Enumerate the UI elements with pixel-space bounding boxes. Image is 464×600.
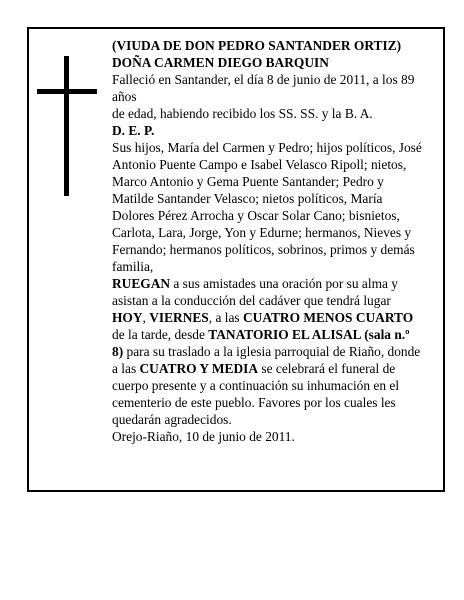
ceremony-paragraph: [112, 275, 424, 428]
ceremony-text-3: de la tarde, desde: [112, 327, 209, 342]
funeral-home: TANATORIO EL ALISAL (sala n.º 8): [112, 327, 410, 359]
family-paragraph: Sus hijos, María del Carmen y Pedro; hijos políticos, José Antonio Puente Campo e Isabel Velasco Ripoll; nietos, Marco Antonio y Gema Puente Santander; Pedro y Matilde Santander Velasco; nietos políticos, María Dolores Pérez Arrocha y Oscar Solar Cano; bisnietos, Carlota, Lara, Jorge, Yon y Edurne; hermanos, Nieves y Fernando; hermanos políticos, sobrinos, primos y demás familia,: [112, 140, 422, 274]
ruegan-word: RUEGAN: [112, 276, 171, 291]
cross-horizontal-bar: [37, 89, 97, 94]
death-info-line-1: Falleció en Santander, el día 8 de junio de 2011, a los 89 años: [112, 72, 415, 104]
widow-of-line: (VIUDA DE DON PEDRO SANTANDER ORTIZ): [112, 38, 402, 53]
deceased-name: DOÑA CARMEN DIEGO BARQUIN: [112, 55, 329, 70]
viernes-word: VIERNES: [149, 310, 209, 325]
ceremony-text-4: para su traslado a la iglesia parroquial de Riaño, donde a las: [112, 344, 421, 376]
obituary-text: [112, 37, 424, 445]
departure-hour: CUATRO MENOS CUARTO: [242, 310, 414, 325]
ceremony-text-1: a sus amistades una oración por su alma y asistan a la conducción del cadáver que tendrá lugar: [112, 276, 398, 308]
funeral-hour: CUATRO Y MEDIA: [139, 361, 259, 376]
ceremony-text-5: se celebrará el funeral de cuerpo presente y a continuación su inhumación en el cementerio de este pueblo. Favores por los cuales les quedarán agradecidos.: [112, 361, 400, 427]
ceremony-text-2: , a las: [208, 310, 243, 325]
hoy-word: HOY: [112, 310, 143, 325]
closing-line: Orejo-Riaño, 10 de junio de 2011.: [112, 429, 295, 444]
ceremony-comma: ,: [142, 310, 150, 325]
cross-vertical-bar: [64, 56, 69, 196]
dep-line: D. E. P.: [112, 123, 155, 138]
death-info-line-2: de edad, habiendo recibido los SS. SS. y la B. A.: [112, 106, 373, 121]
